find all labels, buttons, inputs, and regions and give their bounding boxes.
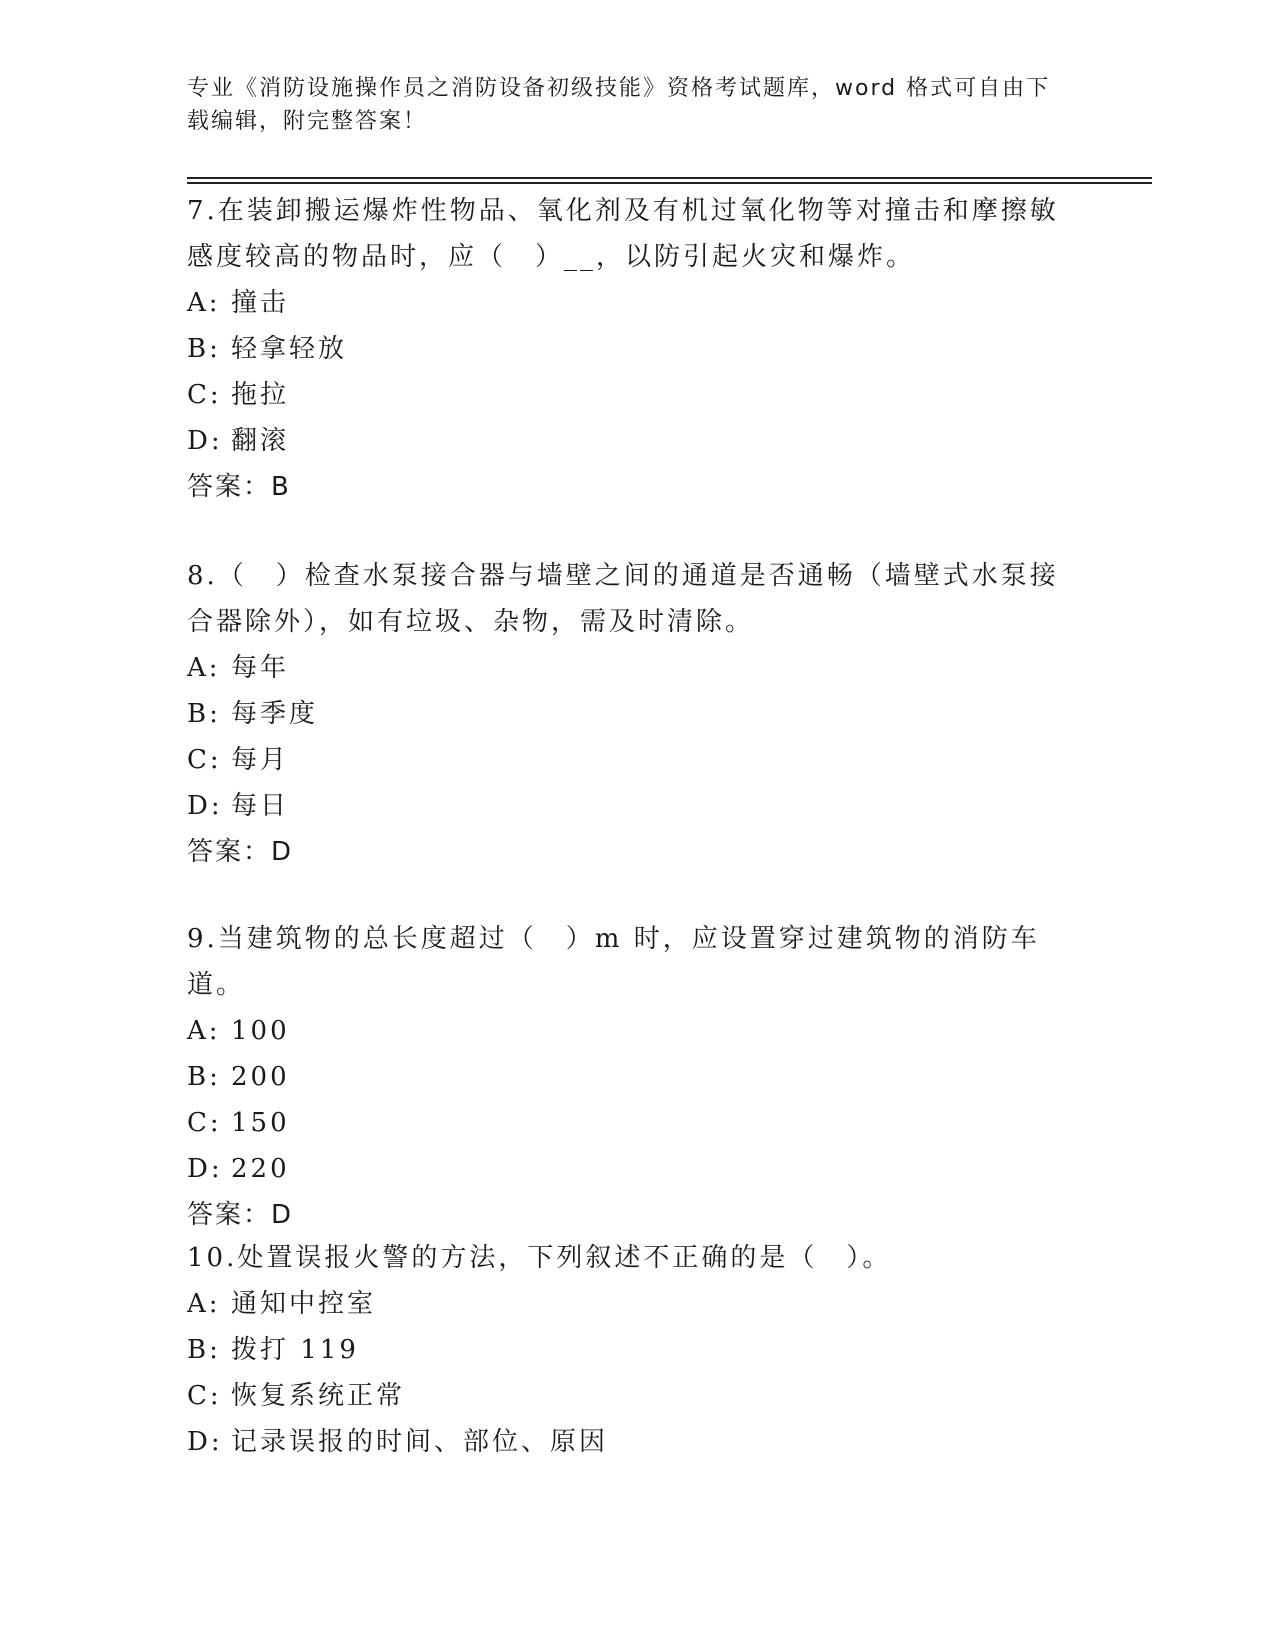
option-a bbox=[187, 1008, 1087, 1054]
header-divider-top bbox=[187, 177, 1152, 179]
option-text: 恢复系统正常 bbox=[231, 1381, 406, 1411]
option-letter: C: bbox=[187, 380, 222, 410]
question-10 bbox=[187, 1235, 1087, 1465]
option-text: 撞击 bbox=[231, 288, 290, 318]
option-c bbox=[187, 737, 1087, 783]
option-letter: B: bbox=[187, 1062, 221, 1092]
option-letter: A: bbox=[187, 1289, 221, 1319]
question-9 bbox=[187, 916, 1087, 1238]
option-c bbox=[187, 1373, 1087, 1419]
option-c bbox=[187, 372, 1087, 418]
option-letter: D: bbox=[187, 1427, 223, 1457]
option-a bbox=[187, 1281, 1087, 1327]
header-line-2: 载编辑，附完整答案！ bbox=[187, 109, 428, 134]
question-text-line-1: 10.处置误报火警的方法，下列叙述不正确的是（ ）。 bbox=[187, 1243, 892, 1273]
option-letter: C: bbox=[187, 1108, 222, 1138]
option-letter: B: bbox=[187, 699, 221, 729]
option-text: 记录误报的时间、部位、原因 bbox=[231, 1427, 609, 1457]
option-letter: D: bbox=[187, 426, 223, 456]
option-b bbox=[187, 1327, 1087, 1373]
option-text: 100 bbox=[231, 1016, 290, 1046]
option-letter: C: bbox=[187, 1381, 222, 1411]
option-letter: A: bbox=[187, 653, 221, 683]
page-header bbox=[187, 72, 1067, 138]
option-letter: A: bbox=[187, 1016, 221, 1046]
option-b bbox=[187, 1054, 1087, 1100]
question-text-line-2: 合器除外），如有垃圾、杂物，需及时清除。 bbox=[187, 607, 755, 637]
option-d bbox=[187, 1146, 1087, 1192]
option-text: 220 bbox=[231, 1154, 290, 1184]
option-text: 通知中控室 bbox=[231, 1289, 377, 1319]
option-d bbox=[187, 1419, 1087, 1465]
option-d bbox=[187, 418, 1087, 464]
option-letter: B: bbox=[187, 334, 221, 364]
option-letter: C: bbox=[187, 745, 222, 775]
option-text: 200 bbox=[231, 1062, 290, 1092]
option-text: 翻滚 bbox=[231, 426, 290, 456]
question-text-line-1: 9.当建筑物的总长度超过（ ）m 时，应设置穿过建筑物的消防车道。 bbox=[187, 924, 1040, 1000]
option-b bbox=[187, 326, 1087, 372]
option-letter: D: bbox=[187, 791, 223, 821]
question-7 bbox=[187, 188, 1087, 510]
answer: 答案：B bbox=[187, 472, 291, 502]
question-8 bbox=[187, 553, 1087, 875]
option-text: 拨打 119 bbox=[231, 1335, 359, 1365]
option-letter: B: bbox=[187, 1335, 221, 1365]
option-text: 拖拉 bbox=[231, 380, 290, 410]
answer: 答案：D bbox=[187, 1200, 294, 1230]
option-b bbox=[187, 691, 1087, 737]
option-letter: D: bbox=[187, 1154, 223, 1184]
answer: 答案：D bbox=[187, 837, 294, 867]
header-line-1: 专业《消防设施操作员之消防设备初级技能》资格考试题库，word 格式可自由下 bbox=[187, 76, 1051, 101]
question-text-line-2: 感度较高的物品时，应（ ）__，以防引起火灾和爆炸。 bbox=[187, 242, 916, 272]
option-text: 150 bbox=[231, 1108, 290, 1138]
header-divider-bottom bbox=[187, 182, 1152, 184]
option-text: 轻拿轻放 bbox=[231, 334, 348, 364]
option-text: 每日 bbox=[231, 791, 290, 821]
option-d bbox=[187, 783, 1087, 829]
option-text: 每年 bbox=[231, 653, 290, 683]
question-text-line-1: 7.在装卸搬运爆炸性物品、氧化剂及有机过氧化物等对撞击和摩擦敏 bbox=[187, 196, 1059, 226]
question-text-line-1: 8.（ ）检查水泵接合器与墙壁之间的通道是否通畅（墙壁式水泵接 bbox=[187, 561, 1059, 591]
option-a bbox=[187, 280, 1087, 326]
option-letter: A: bbox=[187, 288, 221, 318]
option-c bbox=[187, 1100, 1087, 1146]
option-a bbox=[187, 645, 1087, 691]
option-text: 每季度 bbox=[231, 699, 319, 729]
option-text: 每月 bbox=[231, 745, 290, 775]
